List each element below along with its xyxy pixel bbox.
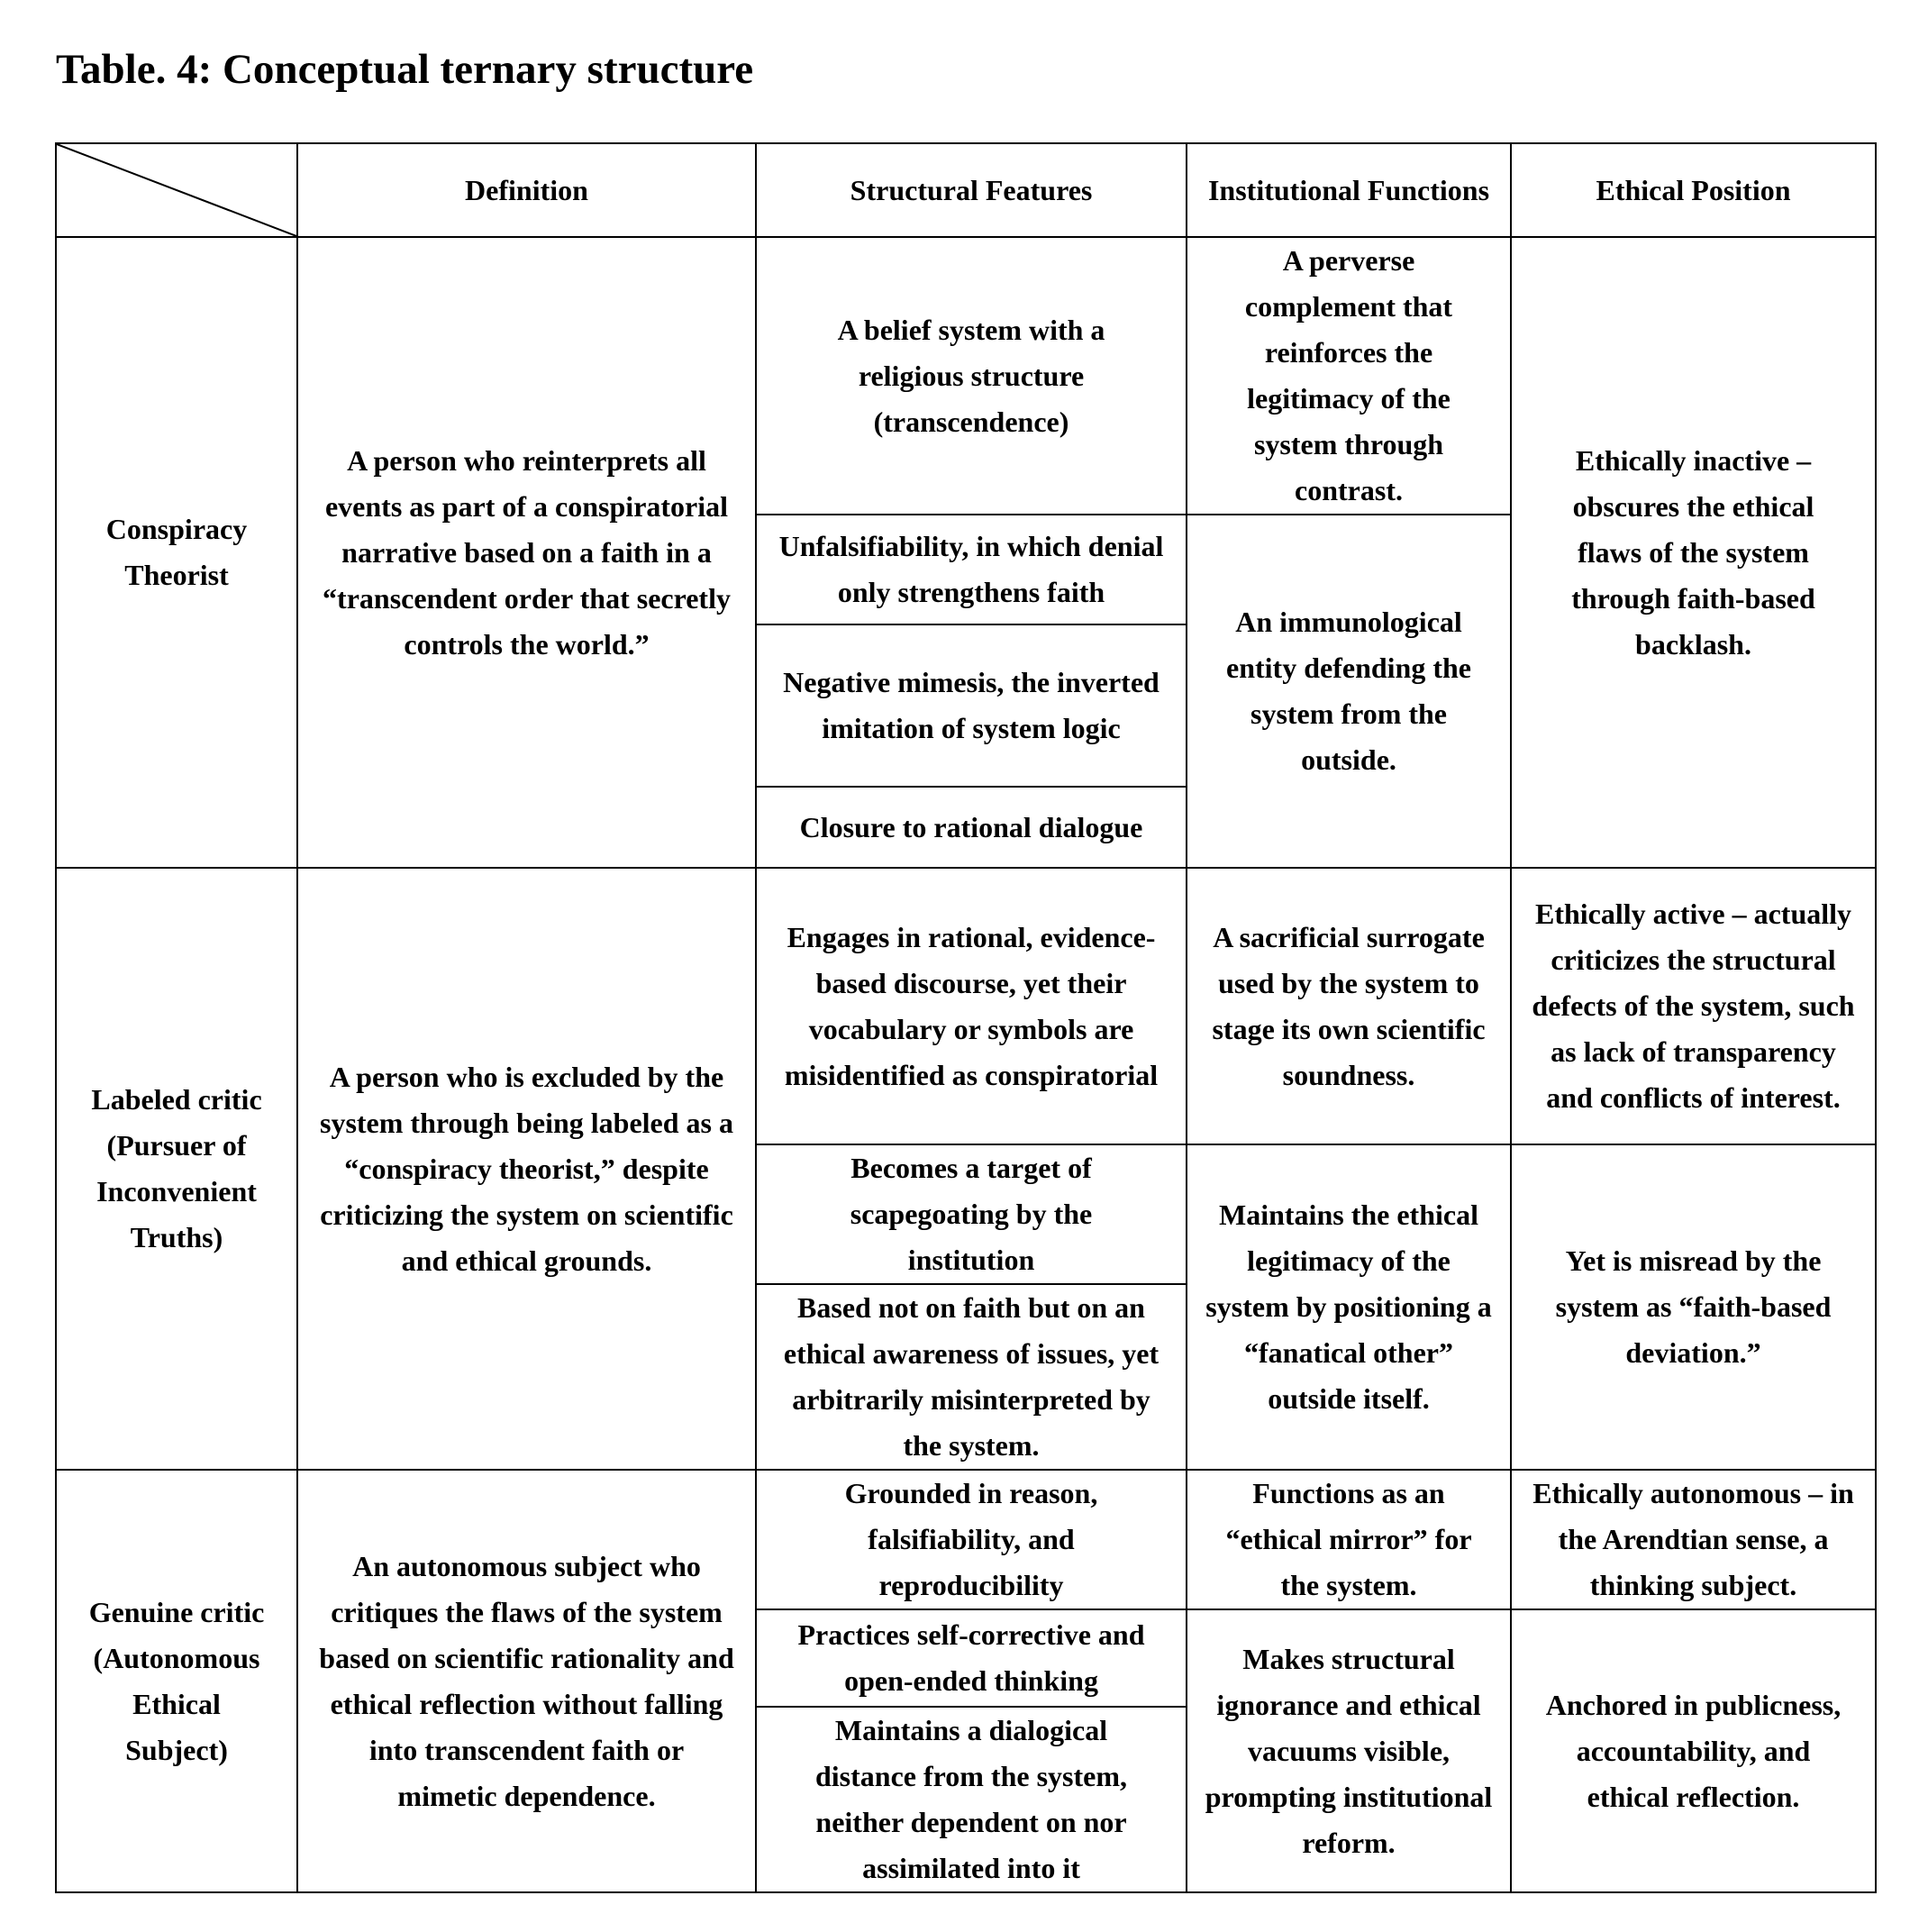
diagonal-line [57,144,296,236]
row-label-conspiracy-theorist: Conspiracy Theorist [56,237,297,868]
header-institutional-functions: Institutional Functions [1187,143,1511,237]
header-structural-features: Structural Features [756,143,1187,237]
definition-genuine-critic: An autonomous subject who critiques the flaws of the system based on scientific rationality and ethical reflection without falling into transcendent faith or mimetic dependence. [297,1470,756,1892]
header-ethical-position: Ethical Position [1511,143,1876,237]
header-definition: Definition [297,143,756,237]
ethics-cell: Anchored in publicness, accountability, and ethical reflection. [1511,1609,1876,1892]
feature-cell: A belief system with a religious structure (transcendence) [756,237,1187,515]
feature-cell: Unfalsifiability, in which denial only strengthens faith [756,515,1187,624]
feature-cell: Practices self-corrective and open-ended thinking [756,1609,1187,1707]
corner-diagonal-cell [56,143,297,237]
function-cell: A perverse complement that reinforces the legitimacy of the system through contrast. [1187,237,1511,515]
ethics-cell: Yet is misread by the system as “faith-based deviation.” [1511,1144,1876,1470]
ethics-cell: Ethically autonomous – in the Arendtian sense, a thinking subject. [1511,1470,1876,1609]
function-cell: Functions as an “ethical mirror” for the system. [1187,1470,1511,1609]
feature-cell: Engages in rational, evidence-based discourse, yet their vocabulary or symbols are misidentified as conspiratorial [756,868,1187,1144]
feature-cell: Negative mimesis, the inverted imitation of system logic [756,624,1187,787]
ethics-cell: Ethically inactive – obscures the ethical flaws of the system through faith-based backlash. [1511,237,1876,868]
feature-cell: Becomes a target of scapegoating by the institution [756,1144,1187,1284]
conceptual-ternary-table [55,142,1877,1893]
ethics-cell: Ethically active – actually criticizes the structural defects of the system, such as lack of transparency and conflicts of interest. [1511,868,1876,1144]
feature-cell: Closure to rational dialogue [756,787,1187,868]
function-cell: Maintains the ethical legitimacy of the system by positioning a “fanatical other” outside itself. [1187,1144,1511,1470]
function-cell: An immunological entity defending the system from the outside. [1187,515,1511,868]
definition-labeled-critic: A person who is excluded by the system through being labeled as a “conspiracy theorist,” despite criticizing the system on scientific and ethical grounds. [297,868,756,1470]
table-row [56,868,1876,1144]
row-label-genuine-critic: Genuine critic (Autonomous Ethical Subject) [56,1470,297,1892]
feature-cell: Based not on faith but on an ethical awareness of issues, yet arbitrarily misinterpreted by the system. [756,1284,1187,1470]
definition-conspiracy-theorist: A person who reinterprets all events as part of a conspiratorial narrative based on a faith in a “transcendent order that secretly controls the world.” [297,237,756,868]
header-row [56,143,1876,237]
page-title: Table. 4: Conceptual ternary structure [56,46,754,93]
feature-cell: Grounded in reason, falsifiability, and reproducibility [756,1470,1187,1609]
table-row [56,237,1876,515]
feature-cell: Maintains a dialogical distance from the system, neither dependent on nor assimilated into it [756,1707,1187,1892]
function-cell: Makes structural ignorance and ethical vacuums visible, prompting institutional reform. [1187,1609,1511,1892]
row-label-labeled-critic: Labeled critic (Pursuer of Inconvenient Truths) [56,868,297,1470]
table-row [56,1470,1876,1609]
function-cell: A sacrificial surrogate used by the system to stage its own scientific soundness. [1187,868,1511,1144]
